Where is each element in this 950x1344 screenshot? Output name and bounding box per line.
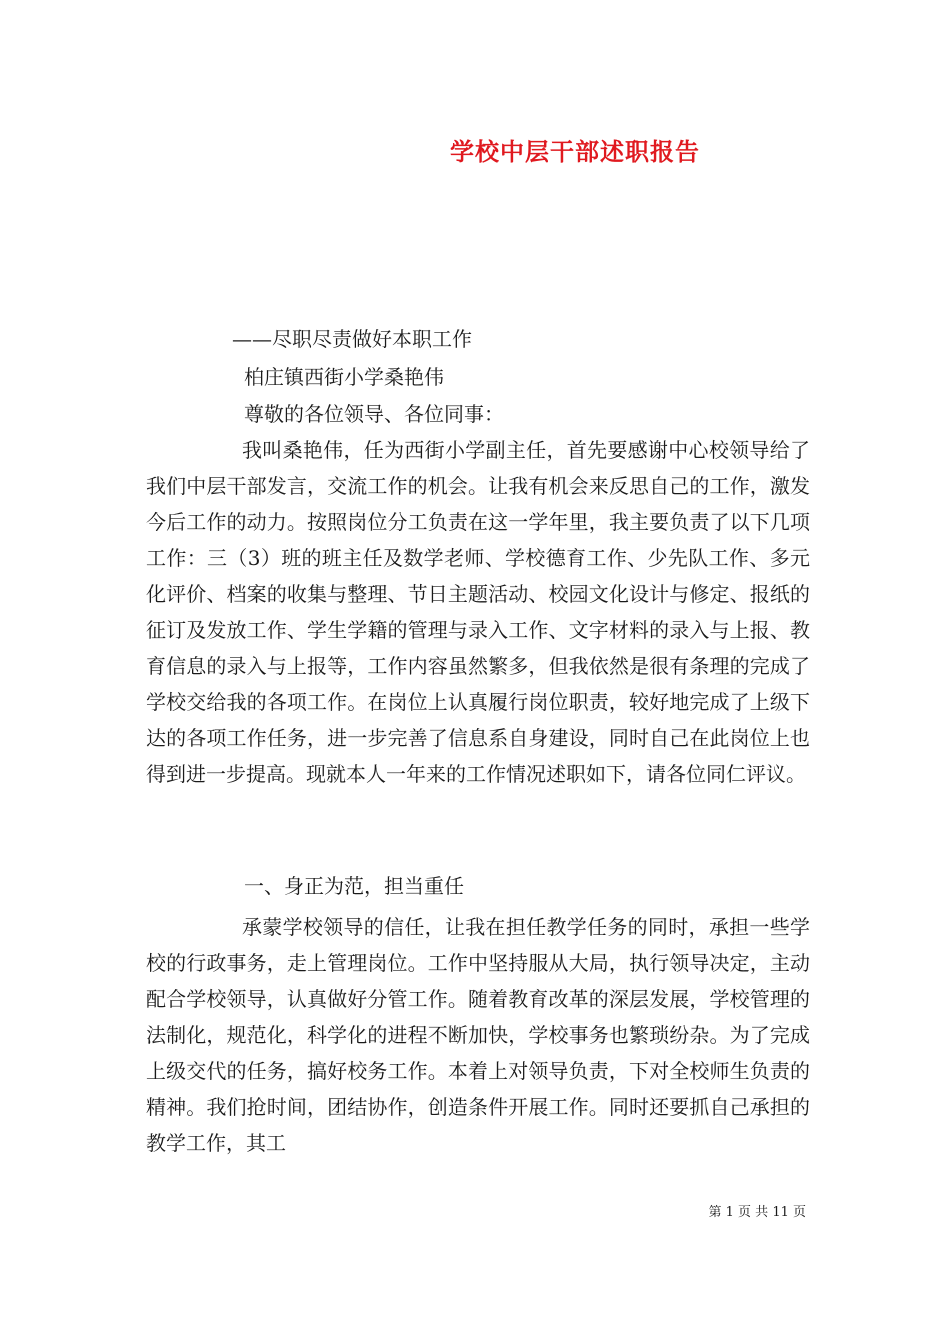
- section-heading-1: 一、身正为范，担当重任: [244, 874, 464, 898]
- document-subtitle: ——尽职尽责做好本职工作: [232, 327, 472, 351]
- author-line: 柏庄镇西街小学桑艳伟: [244, 365, 444, 389]
- document-title: 学校中层干部述职报告: [450, 138, 700, 166]
- section-1-paragraph: 承蒙学校领导的信任，让我在担任教学任务的同时，承担一些学校的行政事务，走上管理岗位。工作中坚持服从大局，执行领导决定，主动配合学校领导，认真做好分管工作。随着教育改革的深层发展，学校管理的法制化，规范化，科学化的进程不断加快，学校事务也繁琐纷杂。为了完成上级交代的任务，搞好校务工作。本着上对领导负责，下对全校师生负责的精神。我们抢时间，团结协作，创造条件开展工作。同时还要抓自己承担的教学工作，其工: [146, 915, 810, 1155]
- greeting-line: 尊敬的各位领导、各位同事：: [244, 402, 504, 426]
- page-number: 第 1 页 共 11 页: [708, 1205, 806, 1220]
- intro-paragraph: 我叫桑艳伟，任为西街小学副主任，首先要感谢中心校领导给了我们中层干部发言，交流工作的机会。让我有机会来反思自己的工作，激发今后工作的动力。按照岗位分工负责在这一学年里，我主要负责了以下几项工作：三（3）班的班主任及数学老师、学校德育工作、少先队工作、多元化评价、档案的收集与整理、节日主题活动、校园文化设计与修定、报纸的征订及发放工作、学生学籍的管理与录入工作、文字材料的录入与上报、教育信息的录入与上报等，工作内容虽然繁多，但我依然是很有条理的完成了学校交给我的各项工作。在岗位上认真履行岗位职责，较好地完成了上级下达的各项工作任务，进一步完善了信息系自身建设，同时自己在此岗位上也得到进一步提高。现就本人一年来的工作情况述职如下，请各位同仁评议。: [146, 438, 810, 786]
